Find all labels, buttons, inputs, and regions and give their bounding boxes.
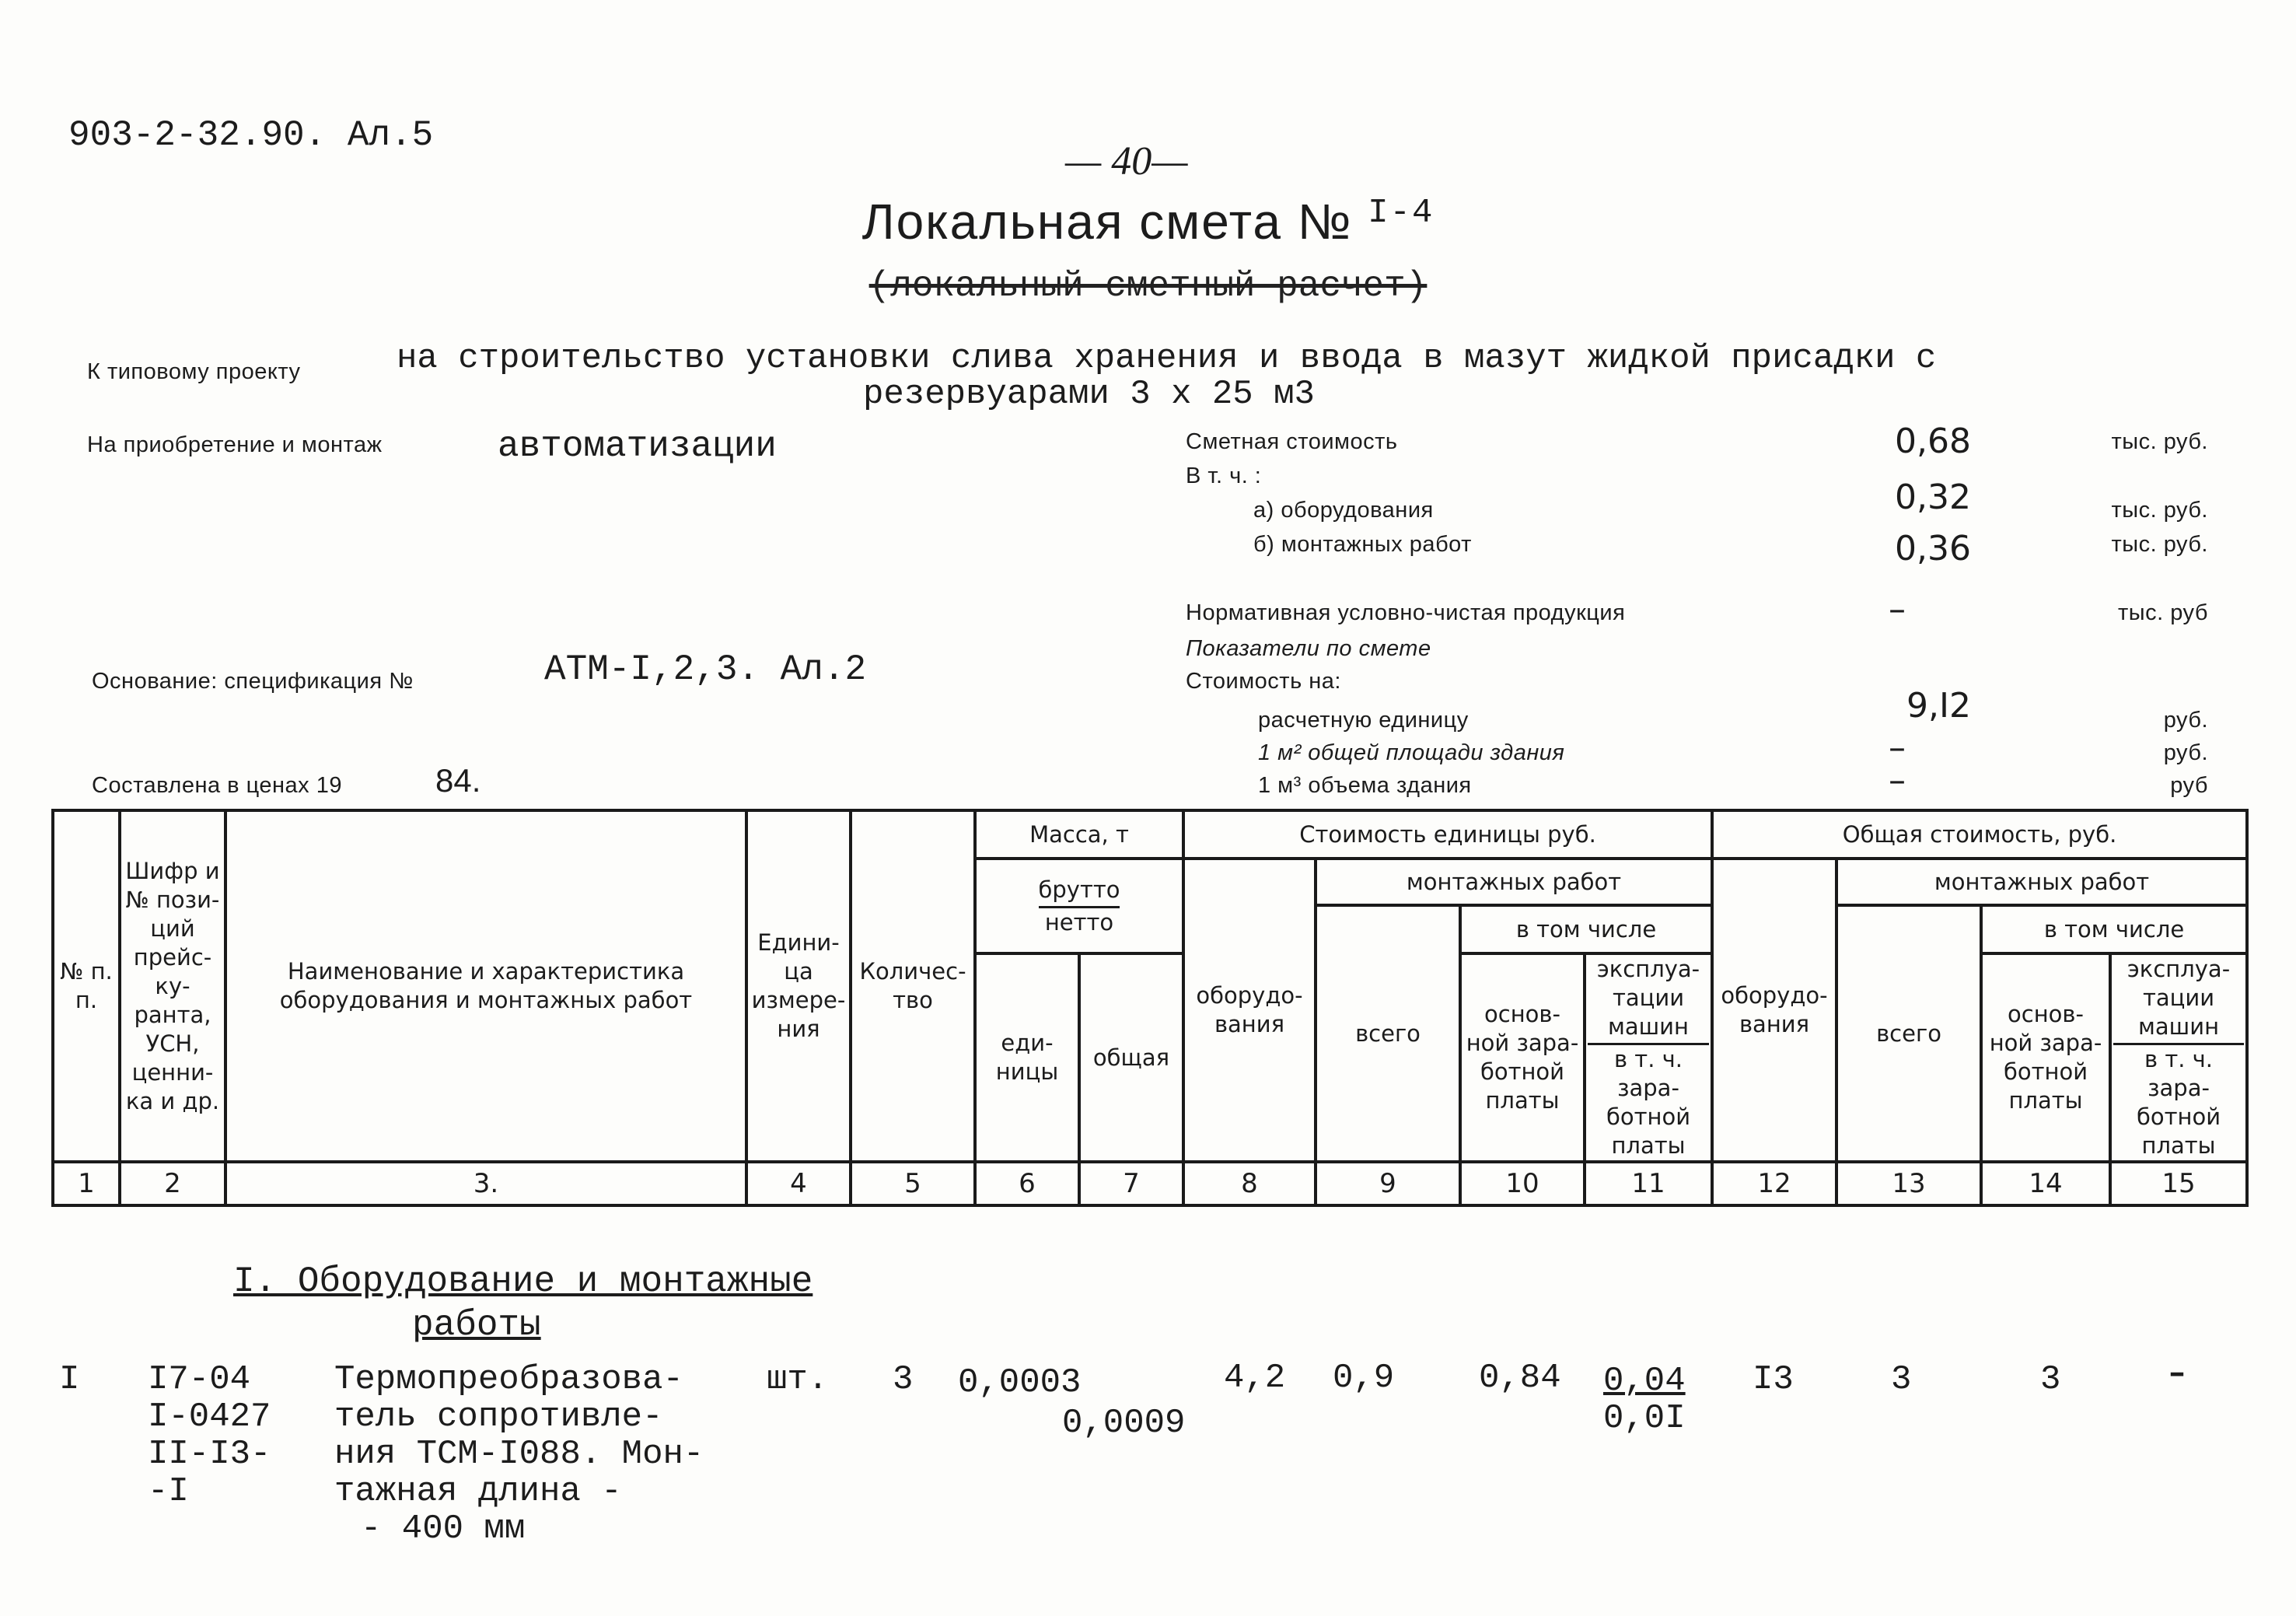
header-total-machine-wages: в т. ч. зара- ботной платы [2137,1046,2221,1159]
column-number: 14 [1981,1162,2110,1205]
row-unit: шт. [767,1360,829,1399]
per-area-value: – [1889,728,1906,768]
column-number: 6 [975,1162,1079,1205]
row-name-line: тажная длина - [334,1472,622,1511]
header-total-including: в том числе [1981,905,2247,953]
basis-label: Основание: спецификация № [92,669,414,694]
purchase-value: автоматизации [498,426,777,467]
row-total-mount: 3 [1891,1360,1912,1399]
row-code-line: -I [148,1472,189,1511]
per-area-unit: руб. [2163,740,2208,765]
header-unit-machine [1585,953,1712,1162]
column-number: 8 [1183,1162,1316,1205]
column-number: 4 [746,1162,851,1205]
header-unit-machine-wages: в т. ч. зара- ботной платы [1606,1046,1691,1159]
per-volume-label: 1 м³ объема здания [1258,773,1472,798]
per-area-label: 1 м² общей площади здания [1258,740,1565,765]
header-total-machine [2110,953,2247,1162]
column-number: 1 [53,1162,120,1205]
header-total-machine-op: эксплуа- тации машин [2113,955,2244,1045]
per-unit-value: 9,I2 [1906,686,1971,726]
column-number: 2 [120,1162,225,1205]
header-unit-mounting: монтажных работ [1316,859,1712,905]
project-description [397,341,1936,412]
struck-subtitle: (локальный сметный расчет) [868,266,1428,306]
column-number: 15 [2110,1162,2247,1205]
row-name [334,1361,704,1548]
row-code-line: I-0427 [148,1397,271,1436]
estimate-cost-unit: тыс. руб. [2111,429,2208,454]
row-unit-mount-total: 0,9 [1333,1359,1395,1397]
equipment-value: 0,32 [1895,477,1971,517]
row-number: I [59,1360,80,1399]
header-unit: Едини- ца измере- ния [746,810,851,1162]
equipment-unit: тыс. руб. [2111,498,2208,523]
column-number: 13 [1836,1162,1981,1205]
equipment-label: а) оборудования [1253,498,1434,523]
section-title [233,1260,813,1347]
row-name-line: - 400 мм [361,1509,526,1548]
composed-year: 84. [435,762,481,799]
header-total-mounting: монтажных работ [1836,859,2247,905]
estimate-cost-label: Сметная стоимость [1186,429,1398,454]
page-number: — 40— [1065,139,1188,184]
header-unit-base-wages: основ- ной зара- ботной платы [1460,953,1585,1162]
column-number: 9 [1316,1162,1460,1205]
header-mass: Масса, т [975,810,1183,859]
row-total-base-wages: 3 [2040,1360,2061,1399]
header-unit-cost: Стоимость единицы руб. [1183,810,1712,859]
per-unit-label: расчетную единицу [1258,708,1469,733]
row-unit-equipment: 4,2 [1224,1359,1286,1397]
normative-value: – [1889,589,1906,629]
header-row-number: № п. п. [53,810,120,1162]
estimate-table [51,809,2249,1207]
estimate-incl-label: В т. ч. : [1186,463,1262,488]
row-name-line: Термопреобразова- [334,1360,683,1399]
header-name: Наименование и характеристика оборудования и монтажных работ [225,810,746,1162]
header-gross-net [975,859,1183,953]
row-unit-machine-op: 0,04 [1603,1362,1686,1401]
row-unit-base-wages: 0,84 [1479,1359,1561,1397]
title-text: Локальная смета № [861,194,1353,250]
title-number: I-4 [1368,194,1435,233]
header-unit-equipment: оборудо- вания [1183,859,1316,1162]
column-number: 5 [851,1162,975,1205]
purchase-label: На приобретение и монтаж [87,432,383,457]
per-unit-unit: руб. [2163,708,2208,733]
column-number: 12 [1712,1162,1836,1205]
document-title [0,193,2296,250]
header-unit-including: в том числе [1460,905,1712,953]
section-title-line-2: работы [412,1305,541,1345]
row-name-line: ния ТСМ-I088. Мон- [334,1435,704,1474]
per-volume-unit: руб [2170,773,2208,798]
row-total-equipment: I3 [1753,1360,1794,1399]
header-unit-machine-op: эксплуа- тации машин [1588,955,1709,1045]
header-code: Шифр и № пози- ций прейс- ку- ранта, УСН, ценни- ка и др. [120,810,225,1162]
column-number: 7 [1079,1162,1183,1205]
row-code [148,1361,271,1510]
cost-per-label: Стоимость на: [1186,669,1341,694]
normative-unit: тыс. руб [2118,600,2208,625]
column-number: 10 [1460,1162,1585,1205]
document-code: 903-2-32.90. Ал.5 [68,115,434,156]
row-unit-machine-wages: 0,0I [1603,1399,1686,1438]
header-total-cost: Общая стоимость, руб. [1712,810,2247,859]
row-code-line: I7-04 [148,1360,251,1399]
column-number: 11 [1585,1162,1712,1205]
column-numbers-row [53,1162,2247,1205]
header-quantity: Количес- тво [851,810,975,1162]
normative-label: Нормативная условно-чистая продукция [1186,600,1626,625]
project-line-1: на строительство установки слива хранения и ввода в мазут жидкой присадки с [397,339,1937,378]
header-mass-unit: еди- ницы [975,953,1079,1162]
header-total-equipment: оборудо- вания [1712,859,1836,1162]
composed-label: Составлена в ценах 19 [92,773,342,798]
project-line-2: резервуарами 3 х 25 м3 [863,375,1315,414]
row-mass-unit: 0,0003 [958,1363,1082,1402]
mounting-label: б) монтажных работ [1253,532,1472,557]
project-label: К типовому проекту [87,359,301,384]
column-number: 3. [225,1162,746,1205]
row-mass-total: 0,0009 [1062,1404,1186,1443]
mounting-unit: тыс. руб. [2111,532,2208,557]
header-net: нетто [1044,908,1114,936]
row-quantity: 3 [893,1360,914,1399]
header-unit-mount-total: всего [1316,905,1460,1162]
header-gross: брутто [1039,876,1120,908]
header-total-mount-total: всего [1836,905,1981,1162]
row-unit-machine [1603,1362,1686,1437]
basis-value: АТМ-I,2,3. Ал.2 [544,649,867,690]
row-code-line: II-I3- [148,1435,271,1474]
estimate-cost-value: 0,68 [1895,421,1971,461]
mounting-value: 0,36 [1895,529,1971,568]
section-title-line-1: I. Оборудование и монтажные [233,1261,813,1302]
per-volume-value: – [1889,761,1906,800]
header-total-base-wages: основ- ной зара- ботной платы [1981,953,2110,1162]
row-total-machine: - [2163,1348,2192,1401]
row-name-line: тель сопротивле- [334,1397,663,1436]
header-mass-total: общая [1079,953,1183,1162]
indicators-label: Показатели по смете [1186,636,1431,661]
